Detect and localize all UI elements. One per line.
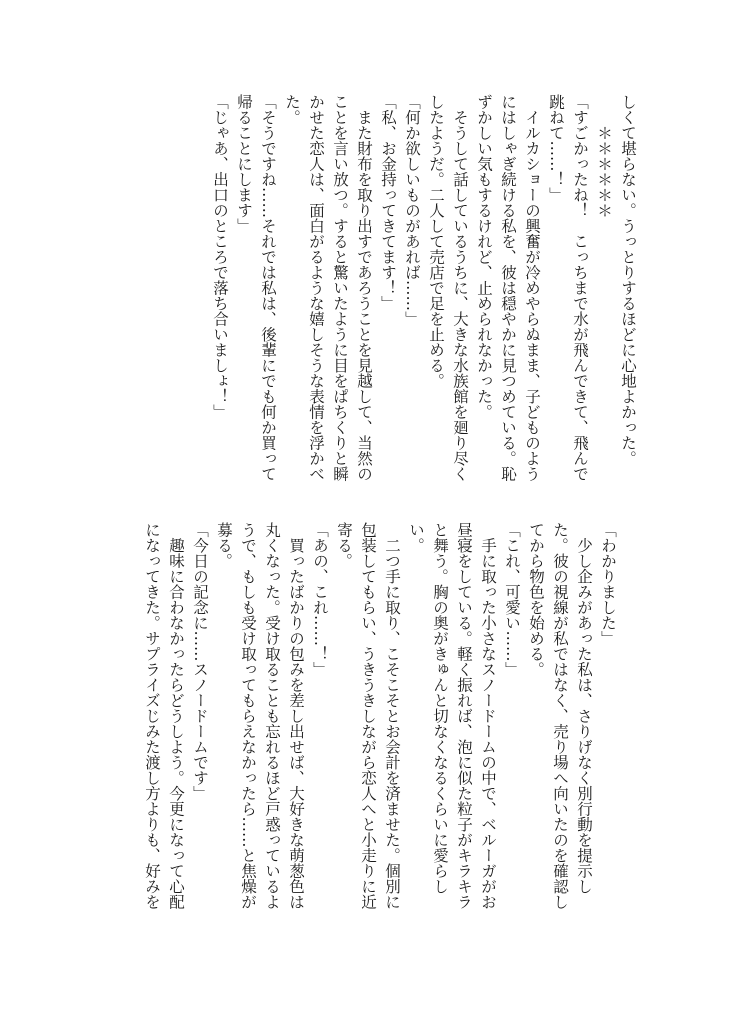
text-column: い。 xyxy=(407,522,425,553)
text-column: 丸くなった。受け取ることも忘れるほど戸惑っているよ xyxy=(263,522,281,910)
text-column: 跳ねて……！」 xyxy=(547,94,565,203)
text-column: そうして話しているうちに、大きな水族館を廻り尽く xyxy=(451,94,469,482)
text-column: 二つ手に取り、こそこそとお会計を済ませた。個別に xyxy=(383,522,401,910)
text-column: 「これ、可愛い……」 xyxy=(503,522,521,677)
text-column: 「すごかったね！ こっちまで水が飛んできて、飛んで xyxy=(571,94,589,482)
text-column: 昼寝をしている。軽く振れば、泡に似た粒子がキラキラ xyxy=(455,522,473,910)
text-column: うで、もしも受け取ってもらえなかったら……と焦燥が xyxy=(239,522,257,910)
scene-break: ＊＊＊＊＊＊ xyxy=(595,94,613,218)
text-column: 帰ることにします」 xyxy=(235,94,253,234)
text-column: 包装してもらい、うきうきしながら恋人へと小走りに近 xyxy=(359,522,377,910)
text-column: かせた恋人は、面白がるような嬉しそうな表情を浮かべ xyxy=(307,94,325,482)
text-column: 「そうですね……それでは私は、後輩にでも何か買って xyxy=(259,94,277,482)
text-column: 「今日の記念に……スノードームです」 xyxy=(191,522,209,801)
text-column: ことを言い放つ。すると驚いたように目をぱちくりと瞬 xyxy=(331,94,349,482)
text-column: 「私、お金持ってきてます！」 xyxy=(379,94,397,311)
text-column: 買ったばかりの包みを差し出せば、大好きな萌葱色は xyxy=(287,522,305,910)
text-column: 募る。 xyxy=(215,522,233,569)
text-column: 少し企みがあった私は、さりげなく別行動を提示し xyxy=(575,522,593,894)
text-column: ずかしい気もするけれど、止められなかった。 xyxy=(475,94,493,420)
text-column: 趣味に合わなかったらどうしよう。今更になって心配 xyxy=(167,522,185,910)
text-column: イルカショーの興奮が冷めやらぬまま、子どものよう xyxy=(523,94,541,482)
text-column: 「あの、これ……！」 xyxy=(311,522,329,677)
text-column: したようだ。二人して売店で足を止める。 xyxy=(427,94,445,389)
text-column: と舞う。胸の奥がきゅんと切なくなるくらいに愛らし xyxy=(431,522,449,894)
text-column: てから物色を始める。 xyxy=(527,522,545,677)
text-column: しくて堪らない。うっとりするほどに心地よかった。 xyxy=(619,94,637,466)
top-text-block xyxy=(208,94,640,494)
text-column: にはしゃぎ続ける私を、彼は穏やかに見つめている。恥 xyxy=(499,94,517,482)
text-column: た。 xyxy=(283,94,301,125)
text-column: 寄る。 xyxy=(335,522,353,569)
text-column: 「何か欲しいものがあれば……」 xyxy=(403,94,421,327)
text-column: 「じゃあ、出口のところで落ち合いましょ！」 xyxy=(211,94,229,420)
text-column: 手に取った小さなスノードームの中で、ベルーガがお xyxy=(479,522,497,910)
text-column: た。彼の視線が私ではなく、売り場へ向いたのを確認し xyxy=(551,522,569,910)
text-column: また財布を取り出すであろうことを見越して、当然の xyxy=(355,94,373,482)
bottom-text-block xyxy=(140,522,620,922)
text-column: になってきた。サプライズじみた渡し方よりも、好みを xyxy=(143,522,161,910)
text-column: 「わかりました」 xyxy=(599,522,617,646)
